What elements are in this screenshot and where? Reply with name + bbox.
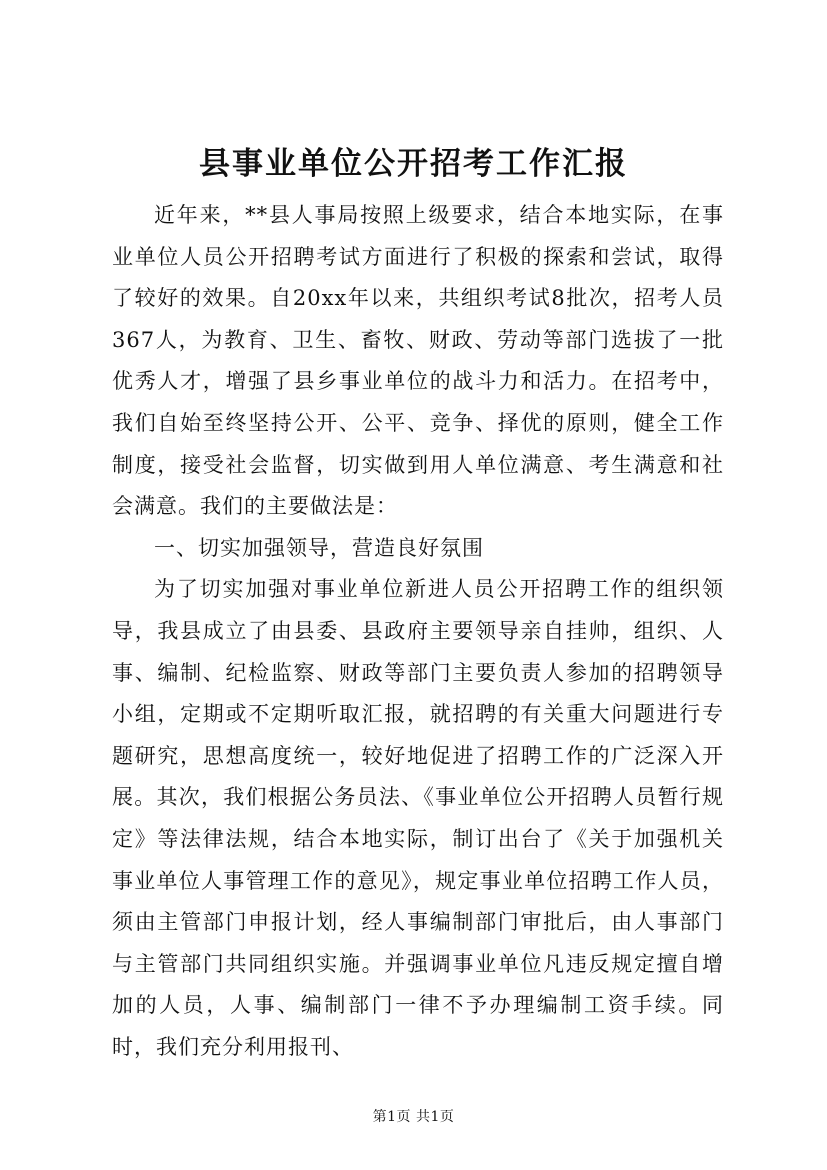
section-heading-1: 一、切实加强领导，营造良好氛围	[154, 535, 484, 560]
document-title: 县事业单位公开招考工作汇报	[199, 146, 628, 182]
paragraph-intro: 近年来，**县人事局按照上级要求，结合本地实际，在事业单位人员公开招聘考试方面进行了积极的探索和尝试，取得了较好的效果。自20xx年以来，共组织考试8批次，招考人员367人，为教育、卫生、畜牧、财政、劳动等部门选拔了一批优秀人才，增强了县乡事业单位的战斗力和活力。在招考中，我们自始至终坚持公开、公平、竞争、择优的原则，健全工作制度，接受社会监督，切实做到用人单位满意、考生满意和社会满意。我们的主要做法是：	[112, 203, 724, 519]
document-body	[112, 195, 724, 1068]
paragraph-section-1: 为了切实加强对事业单位新进人员公开招聘工作的组织领导，我县成立了由县委、县政府主要领导亲自挂帅，组织、人事、编制、纪检监察、财政等部门主要负责人参加的招聘领导小组，定期或不定期听取汇报，就招聘的有关重大问题进行专题研究，思想高度统一，较好地促进了招聘工作的广泛深入开展。其次，我们根据公务员法、《事业单位公开招聘人员暂行规定》等法律法规，结合本地实际，制订出台了《关于加强机关事业单位人事管理工作的意见》，规定事业单位招聘工作人员，须由主管部门申报计划，经人事编制部门审批后，由人事部门与主管部门共同组织实施。并强调事业单位凡违反规定擅自增加的人员，人事、编制部门一律不予办理编制工资手续。同时，我们充分利用报刊、	[112, 577, 724, 1059]
page-number-footer: 第1页 共1页	[372, 1109, 455, 1125]
